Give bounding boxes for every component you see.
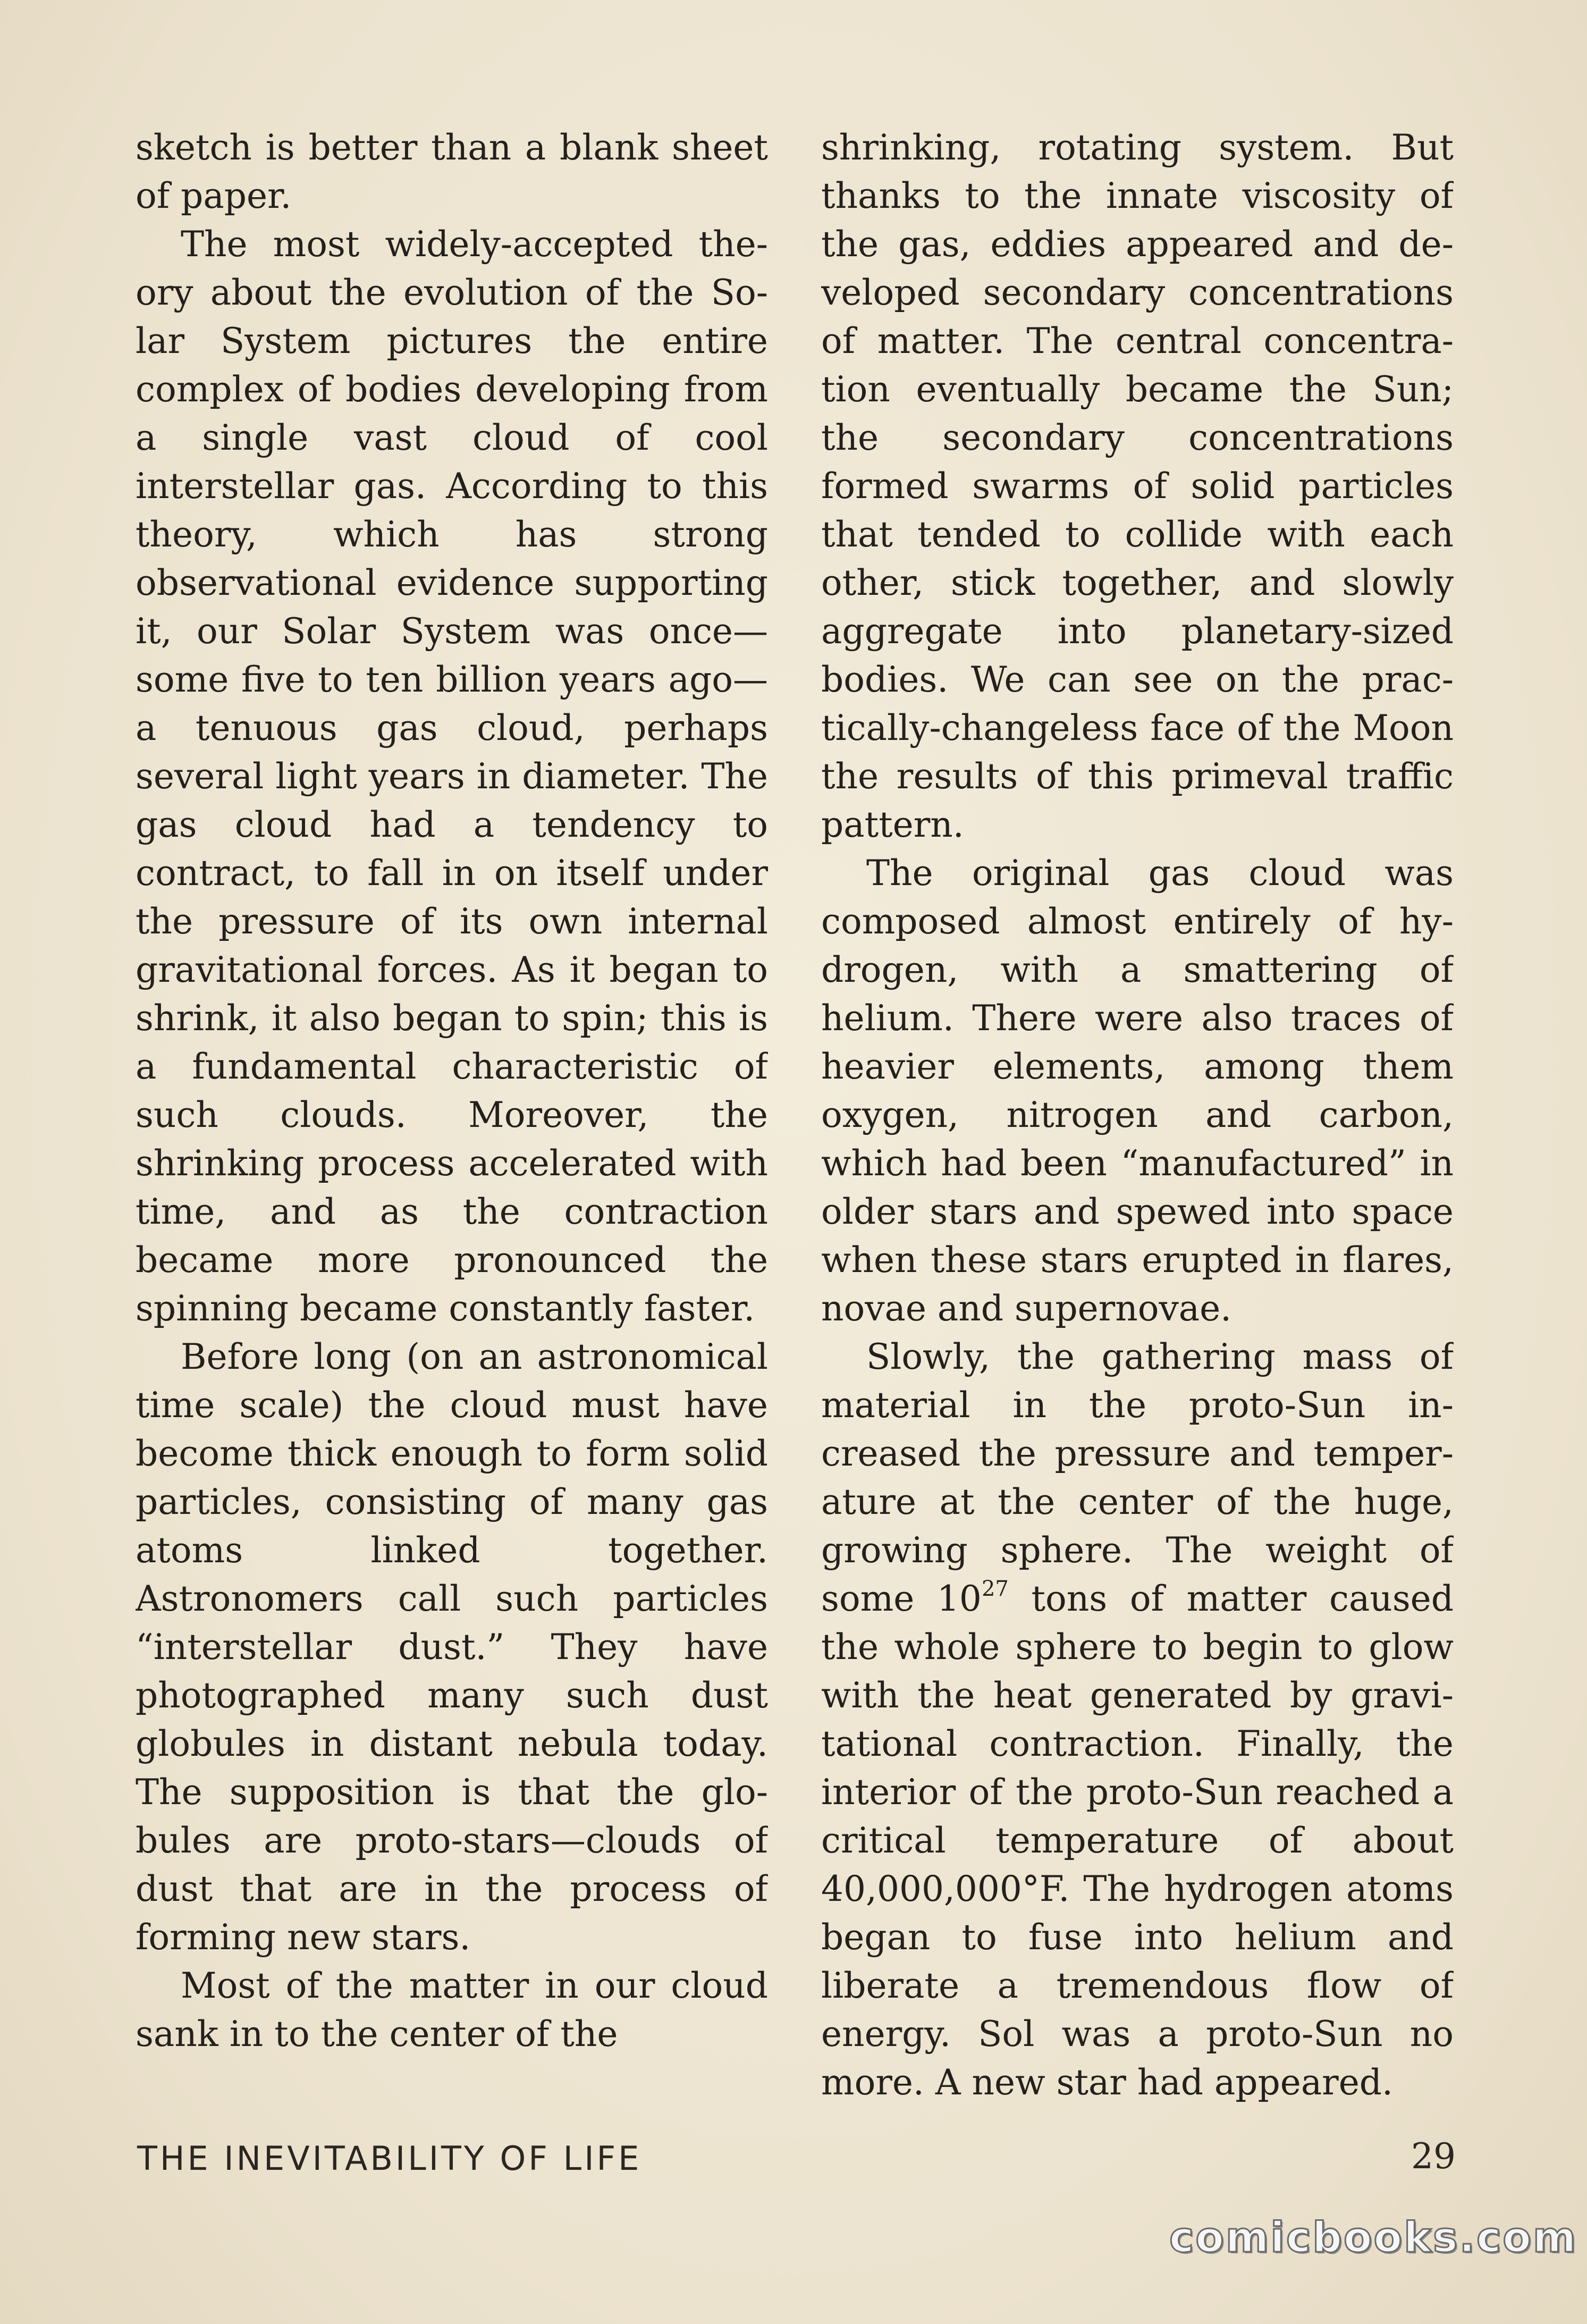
paragraph: Most of the matter in our cloud sank in to the center of the [136,1965,768,2054]
running-title: THE INEVITABILITY OF LIFE [137,2139,642,2178]
paragraph: shrinking, rotating system. But thanks to the innate viscosity of the gas, eddies appeared and developed secondary concentrations of matter. The central concentration eventually became the Sun; the secondary concentrations formed swarms of solid particles that tended to collide with each other, stick together, and slowly aggregate into planetary-sized bodies. We can see on the practically-changeless face of the Moon the results of this primeval traffic pattern. [821,127,1454,845]
paragraph [821,1333,1454,2107]
paragraph: The most widely-accepted theory about the evolution of the Solar System pictures the entire complex of bodies developing from a single vast cloud of cool interstellar gas. According to this theory, which has strong observational evidence supporting it, our Solar System was once—some five to ten billion years ago—a tenuous gas cloud, perhaps several light years in diameter. The gas cloud had a tendency to contract, to fall in on itself under the pressure of its own internal gravitational forces. As it began to shrink, it also began to spin; this is a fundamental characteristic of such clouds. Moreover, the shrinking process accelerated with time, and as the contraction became more pronounced the spinning became constantly faster. [136,224,768,1329]
paragraph-text: tons of matter caused the whole sphere to begin to glow with the heat generated by gravitational contraction. Finally, the interior of the proto-Sun reached a critical temperature of about 40,000,000°F. The hydrogen atoms began to fuse into helium and liberate a tremendous flow of energy. Sol was a proto-Sun no more. A new star had appeared. [821,1578,1454,2103]
paragraph: The original gas cloud was composed almost entirely of hydrogen, with a smattering of helium. There were also traces of heavier elements, among them oxygen, nitrogen and carbon, which had been “manufactured” in older stars and spewed into space when these stars erupted in flares, novae and supernovae. [821,853,1454,1329]
right-text-column [821,123,1454,2122]
watermark: comicbooks.com [1169,2214,1578,2262]
paragraph-text: Slowly, the gathering mass of material in the proto-Sun increased the pressure and temperature at the center of the huge, growing sphere. The weight of some 10 [821,1336,1454,1619]
page-number: 29 [1411,2136,1456,2177]
left-text-column [136,123,768,2122]
paragraph: Before long (on an astronomical time scale) the cloud must have become thick enough to form solid particles, consisting of many gas atoms linked together. Astronomers call such particles “interstellar dust.” They have photographed many such dust globules in distant nebula today. The supposition is that the globules are proto-stars—clouds of dust that are in the process of forming new stars. [136,1336,768,1958]
paragraph: sketch is better than a blank sheet of paper. [136,127,768,216]
exponent: 27 [981,1577,1009,1601]
